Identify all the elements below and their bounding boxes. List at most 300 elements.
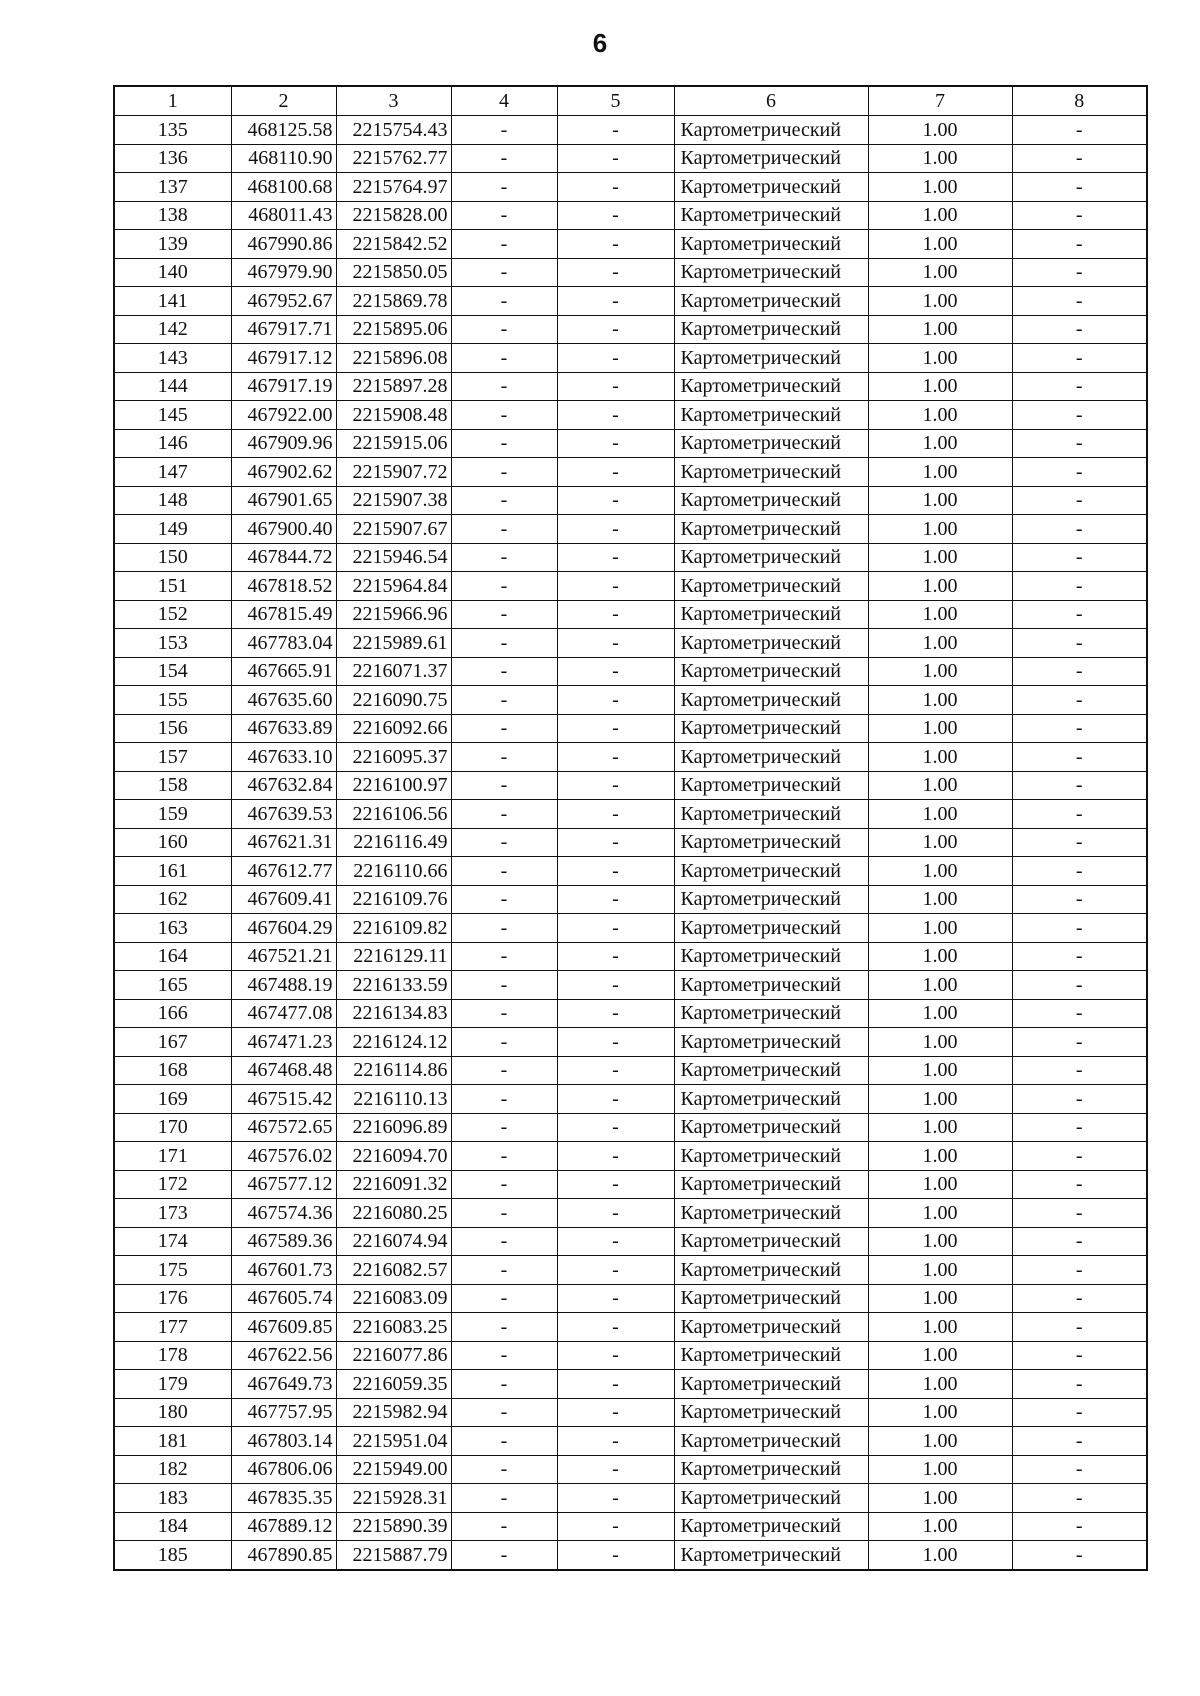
column-8-cell: -	[1012, 600, 1147, 629]
method-cell: Картометрический	[674, 914, 868, 943]
column-8-cell: -	[1012, 173, 1147, 202]
column-8-cell: -	[1012, 1341, 1147, 1370]
column-8-cell: -	[1012, 971, 1147, 1000]
accuracy-cell: 1.00	[868, 1284, 1012, 1313]
method-cell: Картометрический	[674, 1199, 868, 1228]
table-row	[114, 1341, 1147, 1370]
table-row	[114, 1455, 1147, 1484]
x-coordinate-cell: 467477.08	[231, 999, 336, 1028]
table-row	[114, 1227, 1147, 1256]
column-4-cell: -	[451, 914, 557, 943]
method-cell: Картометрический	[674, 942, 868, 971]
x-coordinate-cell: 467632.84	[231, 771, 336, 800]
y-coordinate-cell: 2216080.25	[336, 1199, 451, 1228]
method-cell: Картометрический	[674, 1341, 868, 1370]
column-8-cell: -	[1012, 458, 1147, 487]
column-4-cell: -	[451, 1142, 557, 1171]
method-cell: Картометрический	[674, 429, 868, 458]
column-4-cell: -	[451, 771, 557, 800]
method-cell: Картометрический	[674, 173, 868, 202]
table-row	[114, 1398, 1147, 1427]
point-number-cell: 158	[114, 771, 231, 800]
column-5-cell: -	[557, 857, 674, 886]
y-coordinate-cell: 2215964.84	[336, 572, 451, 601]
accuracy-cell: 1.00	[868, 1199, 1012, 1228]
column-5-cell: -	[557, 401, 674, 430]
x-coordinate-cell: 467917.12	[231, 344, 336, 373]
point-number-cell: 183	[114, 1484, 231, 1513]
accuracy-cell: 1.00	[868, 800, 1012, 829]
column-5-cell: -	[557, 258, 674, 287]
accuracy-cell: 1.00	[868, 999, 1012, 1028]
column-4-cell: -	[451, 999, 557, 1028]
table-row	[114, 999, 1147, 1028]
method-cell: Картометрический	[674, 828, 868, 857]
table-row	[114, 1484, 1147, 1513]
x-coordinate-cell: 468125.58	[231, 116, 336, 145]
column-8-cell: -	[1012, 1085, 1147, 1114]
column-4-cell: -	[451, 1455, 557, 1484]
accuracy-cell: 1.00	[868, 1341, 1012, 1370]
point-number-cell: 144	[114, 372, 231, 401]
table-row	[114, 714, 1147, 743]
accuracy-cell: 1.00	[868, 401, 1012, 430]
x-coordinate-cell: 467806.06	[231, 1455, 336, 1484]
column-5-cell: -	[557, 201, 674, 230]
method-cell: Картометрический	[674, 258, 868, 287]
point-number-cell: 181	[114, 1427, 231, 1456]
column-5-cell: -	[557, 287, 674, 316]
column-8-cell: -	[1012, 857, 1147, 886]
point-number-cell: 137	[114, 173, 231, 202]
method-cell: Картометрический	[674, 1427, 868, 1456]
method-cell: Картометрический	[674, 458, 868, 487]
column-8-cell: -	[1012, 116, 1147, 145]
column-8-cell: -	[1012, 515, 1147, 544]
table-row	[114, 1028, 1147, 1057]
accuracy-cell: 1.00	[868, 572, 1012, 601]
accuracy-cell: 1.00	[868, 486, 1012, 515]
method-cell: Картометрический	[674, 1541, 868, 1570]
accuracy-cell: 1.00	[868, 315, 1012, 344]
x-coordinate-cell: 467952.67	[231, 287, 336, 316]
accuracy-cell: 1.00	[868, 1085, 1012, 1114]
y-coordinate-cell: 2215897.28	[336, 372, 451, 401]
y-coordinate-cell: 2216092.66	[336, 714, 451, 743]
method-cell: Картометрический	[674, 686, 868, 715]
accuracy-cell: 1.00	[868, 116, 1012, 145]
column-4-cell: -	[451, 1313, 557, 1342]
x-coordinate-cell: 467589.36	[231, 1227, 336, 1256]
table-row	[114, 657, 1147, 686]
table-row	[114, 372, 1147, 401]
point-number-cell: 141	[114, 287, 231, 316]
column-header: 2	[231, 86, 336, 116]
point-number-cell: 171	[114, 1142, 231, 1171]
method-cell: Картометрический	[674, 1227, 868, 1256]
x-coordinate-cell: 467622.56	[231, 1341, 336, 1370]
y-coordinate-cell: 2216077.86	[336, 1341, 451, 1370]
table-row	[114, 1541, 1147, 1570]
column-5-cell: -	[557, 515, 674, 544]
x-coordinate-cell: 467609.85	[231, 1313, 336, 1342]
point-number-cell: 182	[114, 1455, 231, 1484]
point-number-cell: 166	[114, 999, 231, 1028]
accuracy-cell: 1.00	[868, 1142, 1012, 1171]
accuracy-cell: 1.00	[868, 429, 1012, 458]
column-4-cell: -	[451, 1512, 557, 1541]
method-cell: Картометрический	[674, 885, 868, 914]
y-coordinate-cell: 2216083.09	[336, 1284, 451, 1313]
y-coordinate-cell: 2216114.86	[336, 1056, 451, 1085]
accuracy-cell: 1.00	[868, 1256, 1012, 1285]
column-8-cell: -	[1012, 144, 1147, 173]
column-8-cell: -	[1012, 714, 1147, 743]
accuracy-cell: 1.00	[868, 714, 1012, 743]
point-number-cell: 145	[114, 401, 231, 430]
column-8-cell: -	[1012, 1284, 1147, 1313]
column-5-cell: -	[557, 1284, 674, 1313]
x-coordinate-cell: 467604.29	[231, 914, 336, 943]
table-row	[114, 885, 1147, 914]
method-cell: Картометрический	[674, 657, 868, 686]
x-coordinate-cell: 467471.23	[231, 1028, 336, 1057]
table-row	[114, 1427, 1147, 1456]
point-number-cell: 184	[114, 1512, 231, 1541]
method-cell: Картометрический	[674, 1484, 868, 1513]
column-8-cell: -	[1012, 743, 1147, 772]
column-5-cell: -	[557, 144, 674, 173]
column-header: 6	[674, 86, 868, 116]
column-5-cell: -	[557, 714, 674, 743]
point-number-cell: 148	[114, 486, 231, 515]
column-4-cell: -	[451, 600, 557, 629]
table-row	[114, 429, 1147, 458]
point-number-cell: 143	[114, 344, 231, 373]
y-coordinate-cell: 2216091.32	[336, 1170, 451, 1199]
column-4-cell: -	[451, 686, 557, 715]
table-row	[114, 942, 1147, 971]
column-5-cell: -	[557, 1113, 674, 1142]
method-cell: Картометрический	[674, 1142, 868, 1171]
accuracy-cell: 1.00	[868, 1512, 1012, 1541]
point-number-cell: 165	[114, 971, 231, 1000]
method-cell: Картометрический	[674, 315, 868, 344]
x-coordinate-cell: 467909.96	[231, 429, 336, 458]
x-coordinate-cell: 467621.31	[231, 828, 336, 857]
accuracy-cell: 1.00	[868, 914, 1012, 943]
x-coordinate-cell: 467917.71	[231, 315, 336, 344]
column-8-cell: -	[1012, 201, 1147, 230]
column-8-cell: -	[1012, 401, 1147, 430]
point-number-cell: 159	[114, 800, 231, 829]
point-number-cell: 151	[114, 572, 231, 601]
column-5-cell: -	[557, 999, 674, 1028]
table-row	[114, 1370, 1147, 1399]
x-coordinate-cell: 467815.49	[231, 600, 336, 629]
accuracy-cell: 1.00	[868, 885, 1012, 914]
column-8-cell: -	[1012, 230, 1147, 259]
column-4-cell: -	[451, 1085, 557, 1114]
x-coordinate-cell: 467633.89	[231, 714, 336, 743]
accuracy-cell: 1.00	[868, 1541, 1012, 1570]
table-row	[114, 315, 1147, 344]
method-cell: Картометрический	[674, 287, 868, 316]
y-coordinate-cell: 2216109.76	[336, 885, 451, 914]
x-coordinate-cell: 467665.91	[231, 657, 336, 686]
column-8-cell: -	[1012, 1199, 1147, 1228]
column-4-cell: -	[451, 486, 557, 515]
x-coordinate-cell: 467649.73	[231, 1370, 336, 1399]
method-cell: Картометрический	[674, 1284, 868, 1313]
accuracy-cell: 1.00	[868, 287, 1012, 316]
method-cell: Картометрический	[674, 1256, 868, 1285]
x-coordinate-cell: 467917.19	[231, 372, 336, 401]
column-5-cell: -	[557, 543, 674, 572]
method-cell: Картометрический	[674, 857, 868, 886]
method-cell: Картометрический	[674, 572, 868, 601]
point-number-cell: 168	[114, 1056, 231, 1085]
column-4-cell: -	[451, 800, 557, 829]
y-coordinate-cell: 2215951.04	[336, 1427, 451, 1456]
column-4-cell: -	[451, 942, 557, 971]
column-8-cell: -	[1012, 1484, 1147, 1513]
table-row	[114, 401, 1147, 430]
accuracy-cell: 1.00	[868, 971, 1012, 1000]
y-coordinate-cell: 2215907.72	[336, 458, 451, 487]
column-8-cell: -	[1012, 629, 1147, 658]
column-4-cell: -	[451, 1227, 557, 1256]
y-coordinate-cell: 2215946.54	[336, 543, 451, 572]
column-5-cell: -	[557, 942, 674, 971]
y-coordinate-cell: 2215915.06	[336, 429, 451, 458]
column-header: 5	[557, 86, 674, 116]
x-coordinate-cell: 467889.12	[231, 1512, 336, 1541]
x-coordinate-cell: 467639.53	[231, 800, 336, 829]
column-4-cell: -	[451, 372, 557, 401]
x-coordinate-cell: 467515.42	[231, 1085, 336, 1114]
y-coordinate-cell: 2215828.00	[336, 201, 451, 230]
column-8-cell: -	[1012, 828, 1147, 857]
table-body	[114, 116, 1147, 1570]
column-header: 7	[868, 86, 1012, 116]
table-row	[114, 771, 1147, 800]
column-4-cell: -	[451, 458, 557, 487]
column-8-cell: -	[1012, 800, 1147, 829]
column-5-cell: -	[557, 1341, 674, 1370]
point-number-cell: 174	[114, 1227, 231, 1256]
accuracy-cell: 1.00	[868, 144, 1012, 173]
point-number-cell: 160	[114, 828, 231, 857]
table-row	[114, 258, 1147, 287]
x-coordinate-cell: 467818.52	[231, 572, 336, 601]
column-5-cell: -	[557, 1512, 674, 1541]
column-8-cell: -	[1012, 942, 1147, 971]
column-5-cell: -	[557, 1541, 674, 1570]
accuracy-cell: 1.00	[868, 230, 1012, 259]
column-8-cell: -	[1012, 914, 1147, 943]
table-row	[114, 1313, 1147, 1342]
column-5-cell: -	[557, 600, 674, 629]
y-coordinate-cell: 2216059.35	[336, 1370, 451, 1399]
y-coordinate-cell: 2216082.57	[336, 1256, 451, 1285]
point-number-cell: 139	[114, 230, 231, 259]
accuracy-cell: 1.00	[868, 686, 1012, 715]
y-coordinate-cell: 2215928.31	[336, 1484, 451, 1513]
column-4-cell: -	[451, 1056, 557, 1085]
y-coordinate-cell: 2215982.94	[336, 1398, 451, 1427]
column-8-cell: -	[1012, 1028, 1147, 1057]
y-coordinate-cell: 2216071.37	[336, 657, 451, 686]
column-8-cell: -	[1012, 657, 1147, 686]
column-8-cell: -	[1012, 572, 1147, 601]
x-coordinate-cell: 467901.65	[231, 486, 336, 515]
column-5-cell: -	[557, 914, 674, 943]
method-cell: Картометрический	[674, 116, 868, 145]
column-8-cell: -	[1012, 372, 1147, 401]
point-number-cell: 163	[114, 914, 231, 943]
table-row	[114, 287, 1147, 316]
point-number-cell: 149	[114, 515, 231, 544]
column-4-cell: -	[451, 1370, 557, 1399]
column-8-cell: -	[1012, 486, 1147, 515]
column-5-cell: -	[557, 743, 674, 772]
y-coordinate-cell: 2216133.59	[336, 971, 451, 1000]
method-cell: Картометрический	[674, 629, 868, 658]
y-coordinate-cell: 2215907.67	[336, 515, 451, 544]
point-number-cell: 177	[114, 1313, 231, 1342]
y-coordinate-cell: 2215908.48	[336, 401, 451, 430]
column-8-cell: -	[1012, 1142, 1147, 1171]
column-4-cell: -	[451, 116, 557, 145]
table-row	[114, 600, 1147, 629]
x-coordinate-cell: 467902.62	[231, 458, 336, 487]
column-4-cell: -	[451, 828, 557, 857]
table-row	[114, 1199, 1147, 1228]
accuracy-cell: 1.00	[868, 344, 1012, 373]
column-4-cell: -	[451, 543, 557, 572]
column-5-cell: -	[557, 1256, 674, 1285]
table-row	[114, 116, 1147, 145]
x-coordinate-cell: 467635.60	[231, 686, 336, 715]
column-8-cell: -	[1012, 999, 1147, 1028]
method-cell: Картометрический	[674, 1455, 868, 1484]
column-header: 4	[451, 86, 557, 116]
table-row	[114, 800, 1147, 829]
column-5-cell: -	[557, 1484, 674, 1513]
method-cell: Картометрический	[674, 1370, 868, 1399]
table-row	[114, 743, 1147, 772]
accuracy-cell: 1.00	[868, 1313, 1012, 1342]
column-4-cell: -	[451, 657, 557, 686]
accuracy-cell: 1.00	[868, 1427, 1012, 1456]
table-row	[114, 543, 1147, 572]
y-coordinate-cell: 2215895.06	[336, 315, 451, 344]
method-cell: Картометрический	[674, 543, 868, 572]
table-row	[114, 1085, 1147, 1114]
column-8-cell: -	[1012, 1370, 1147, 1399]
method-cell: Картометрический	[674, 1170, 868, 1199]
y-coordinate-cell: 2215764.97	[336, 173, 451, 202]
method-cell: Картометрический	[674, 144, 868, 173]
table-row	[114, 458, 1147, 487]
point-number-cell: 155	[114, 686, 231, 715]
point-number-cell: 185	[114, 1541, 231, 1570]
coordinates-table	[113, 85, 1148, 1571]
column-5-cell: -	[557, 486, 674, 515]
point-number-cell: 136	[114, 144, 231, 173]
x-coordinate-cell: 468110.90	[231, 144, 336, 173]
accuracy-cell: 1.00	[868, 657, 1012, 686]
method-cell: Картометрический	[674, 344, 868, 373]
column-5-cell: -	[557, 885, 674, 914]
column-5-cell: -	[557, 372, 674, 401]
table-row	[114, 572, 1147, 601]
x-coordinate-cell: 467835.35	[231, 1484, 336, 1513]
column-5-cell: -	[557, 572, 674, 601]
column-4-cell: -	[451, 315, 557, 344]
column-4-cell: -	[451, 201, 557, 230]
accuracy-cell: 1.00	[868, 629, 1012, 658]
y-coordinate-cell: 2215850.05	[336, 258, 451, 287]
column-5-cell: -	[557, 686, 674, 715]
method-cell: Картометрический	[674, 486, 868, 515]
y-coordinate-cell: 2216110.13	[336, 1085, 451, 1114]
y-coordinate-cell: 2215896.08	[336, 344, 451, 373]
method-cell: Картометрический	[674, 1028, 868, 1057]
y-coordinate-cell: 2216129.11	[336, 942, 451, 971]
table-row	[114, 486, 1147, 515]
table-row	[114, 1142, 1147, 1171]
x-coordinate-cell: 468011.43	[231, 201, 336, 230]
column-5-cell: -	[557, 173, 674, 202]
column-4-cell: -	[451, 1256, 557, 1285]
x-coordinate-cell: 467803.14	[231, 1427, 336, 1456]
x-coordinate-cell: 467572.65	[231, 1113, 336, 1142]
column-5-cell: -	[557, 1028, 674, 1057]
x-coordinate-cell: 467576.02	[231, 1142, 336, 1171]
point-number-cell: 167	[114, 1028, 231, 1057]
column-4-cell: -	[451, 1028, 557, 1057]
column-5-cell: -	[557, 828, 674, 857]
y-coordinate-cell: 2215890.39	[336, 1512, 451, 1541]
x-coordinate-cell: 467900.40	[231, 515, 336, 544]
column-4-cell: -	[451, 515, 557, 544]
method-cell: Картометрический	[674, 230, 868, 259]
column-5-cell: -	[557, 116, 674, 145]
accuracy-cell: 1.00	[868, 1398, 1012, 1427]
column-4-cell: -	[451, 258, 557, 287]
column-5-cell: -	[557, 315, 674, 344]
column-5-cell: -	[557, 344, 674, 373]
x-coordinate-cell: 467521.21	[231, 942, 336, 971]
point-number-cell: 175	[114, 1256, 231, 1285]
y-coordinate-cell: 2215887.79	[336, 1541, 451, 1570]
column-4-cell: -	[451, 401, 557, 430]
column-5-cell: -	[557, 1085, 674, 1114]
y-coordinate-cell: 2215869.78	[336, 287, 451, 316]
table-row	[114, 515, 1147, 544]
column-8-cell: -	[1012, 1313, 1147, 1342]
column-header: 3	[336, 86, 451, 116]
column-8-cell: -	[1012, 1398, 1147, 1427]
column-4-cell: -	[451, 1398, 557, 1427]
column-8-cell: -	[1012, 1113, 1147, 1142]
y-coordinate-cell: 2216090.75	[336, 686, 451, 715]
column-8-cell: -	[1012, 344, 1147, 373]
x-coordinate-cell: 467488.19	[231, 971, 336, 1000]
accuracy-cell: 1.00	[868, 857, 1012, 886]
